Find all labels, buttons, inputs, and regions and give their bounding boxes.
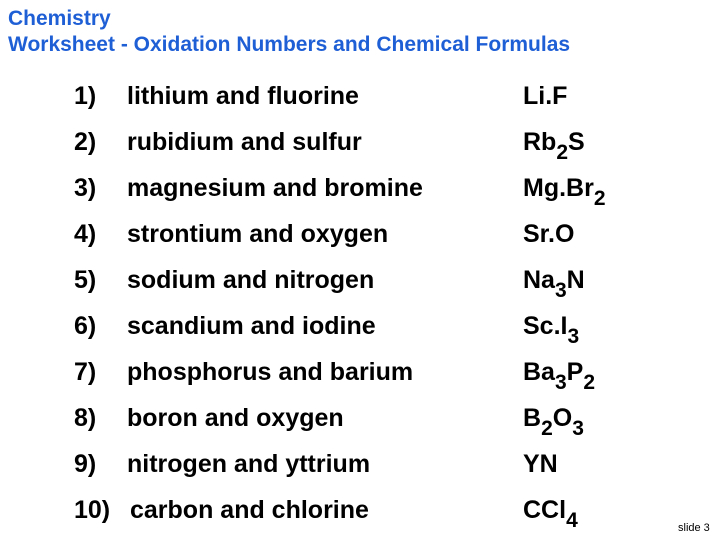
item-number: 8): [74, 404, 97, 432]
item-elements: phosphorus and barium: [127, 358, 414, 386]
formula-symbol: Mg.Br: [523, 174, 594, 202]
formula-subscript: 2: [593, 187, 606, 210]
item-number: 9): [74, 450, 97, 478]
item-number: 7): [74, 358, 97, 386]
chemical-formula: [523, 174, 606, 210]
item-number: 1): [74, 82, 97, 110]
item-elements: strontium and oxygen: [127, 220, 389, 248]
formula-subscript: 2: [556, 141, 569, 164]
item-number: 10): [74, 496, 111, 524]
item-elements: nitrogen and yttrium: [127, 450, 371, 478]
chemical-formula: [523, 128, 585, 164]
list-item: [0, 174, 720, 220]
formula-symbol: CCl: [523, 496, 567, 524]
formula-subscript: 3: [554, 371, 567, 394]
formula-symbol: Sr.O: [523, 220, 575, 248]
item-number: 5): [74, 266, 97, 294]
list-item: [0, 82, 720, 128]
chemical-formula: [523, 312, 580, 348]
item-elements: rubidium and sulfur: [127, 128, 362, 156]
chemical-formula: [523, 266, 585, 302]
formula-symbol: S: [568, 128, 585, 156]
formula-subscript: 2: [541, 417, 553, 440]
item-number: 6): [74, 312, 97, 340]
formula-symbol: YN: [523, 450, 558, 478]
page-title: [8, 6, 570, 58]
list-item: [0, 220, 720, 266]
formula-symbol: Sc.I: [523, 312, 568, 340]
item-elements: sodium and nitrogen: [127, 266, 375, 294]
item-elements: scandium and iodine: [127, 312, 376, 340]
list-item: [0, 266, 720, 312]
formula-symbol: Rb: [523, 128, 557, 156]
chemical-formula: [523, 358, 596, 394]
formula-symbol: O: [552, 404, 573, 432]
formula-subscript: 3: [554, 279, 567, 302]
slide-number: slide 3: [678, 522, 710, 534]
item-number: 4): [74, 220, 97, 248]
title-line-1: Chemistry: [8, 7, 111, 30]
title-line-2: Worksheet - Oxidation Numbers and Chemical Formulas: [8, 33, 571, 56]
list-item: [0, 496, 720, 542]
list-item: [0, 358, 720, 404]
chemical-formula: [523, 450, 558, 479]
formula-symbol: B: [523, 404, 542, 432]
item-number: 3): [74, 174, 97, 202]
formula-subscript: 3: [572, 417, 584, 440]
formula-symbol: N: [566, 266, 585, 294]
list-item: [0, 312, 720, 358]
item-elements: lithium and fluorine: [127, 82, 359, 110]
item-number: 2): [74, 128, 97, 156]
chemical-formula: [523, 220, 574, 249]
list-item: [0, 450, 720, 496]
formula-symbol: Li.F: [523, 82, 568, 110]
item-elements: magnesium and bromine: [127, 174, 423, 202]
chemical-formula: [523, 82, 567, 111]
item-elements: boron and oxygen: [127, 404, 344, 432]
formula-symbol: P: [566, 358, 584, 386]
list-item: [0, 128, 720, 174]
list-item: [0, 404, 720, 450]
formula-subscript: 4: [566, 509, 578, 532]
formula-subscript: 2: [583, 371, 596, 394]
chemical-formula: [523, 404, 584, 440]
formula-symbol: Ba: [523, 358, 555, 386]
formula-subscript: 3: [567, 325, 580, 348]
item-elements: carbon and chlorine: [130, 496, 369, 524]
formula-symbol: Na: [523, 266, 555, 294]
chemical-formula: [523, 496, 578, 532]
